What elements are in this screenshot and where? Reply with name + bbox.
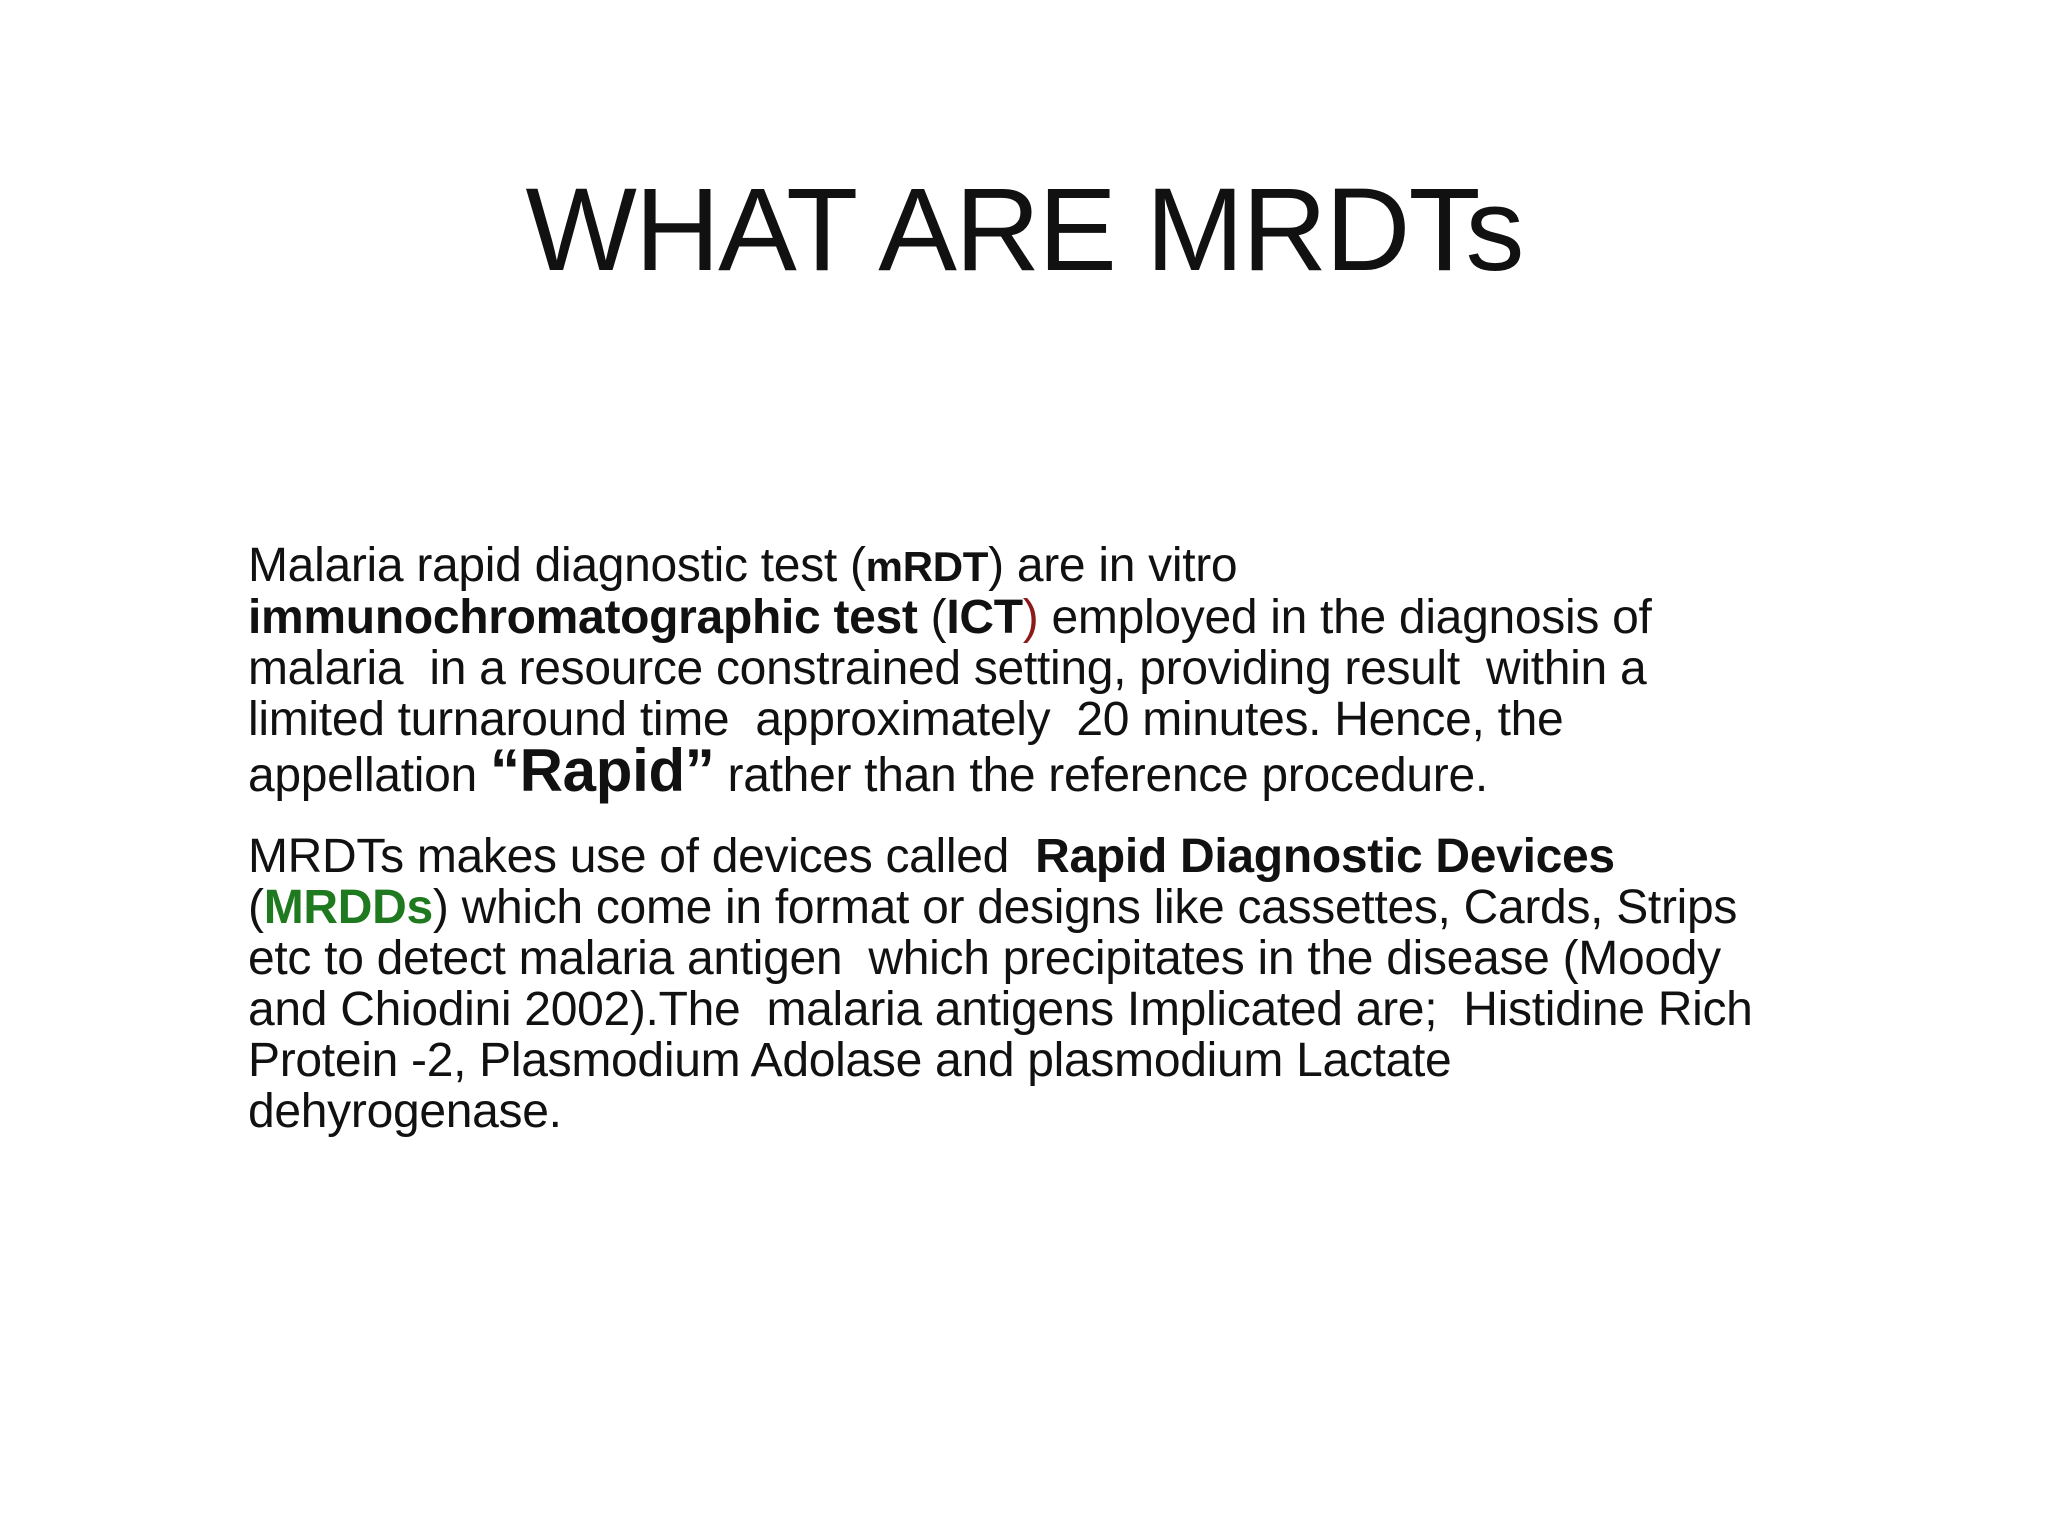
text-line bbox=[248, 831, 2008, 882]
text-line bbox=[248, 540, 2008, 592]
term-rapid-diagnostic-devices: Rapid Diagnostic Devices bbox=[1035, 830, 1615, 883]
acronym-mrdt: mRDT bbox=[865, 543, 989, 590]
acronym-ict: ICT bbox=[946, 591, 1023, 644]
text-run: ) are in vitro bbox=[988, 539, 1238, 592]
paragraph-devices bbox=[248, 831, 2008, 1137]
text-line: Protein -2, Plasmodium Adolase and plasmodium Lactate bbox=[248, 1034, 1452, 1087]
slide-body bbox=[248, 540, 2008, 1167]
slide-title: WHAT ARE MRDTs bbox=[525, 164, 1523, 296]
text-run: appellation bbox=[248, 749, 490, 802]
text-run: Malaria rapid diagnostic test ( bbox=[248, 539, 866, 592]
term-immunochromatographic-test: immunochromatographic test bbox=[248, 591, 918, 644]
term-rapid: “Rapid” bbox=[489, 737, 715, 804]
text-line: limited turnaround time approximately 20 minutes. Hence, the bbox=[248, 693, 1564, 746]
text-run: employed in the diagnosis of bbox=[1038, 591, 1652, 644]
text-run: ( bbox=[917, 591, 947, 644]
text-line: malaria in a resource constrained setting, providing result within a bbox=[248, 642, 1647, 695]
text-line: etc to detect malaria antigen which precipitates in the disease (Moody bbox=[248, 932, 1721, 985]
text-line: dehyrogenase. bbox=[248, 1085, 562, 1138]
text-run: MRDTs makes use of devices called bbox=[248, 830, 1036, 883]
text-line bbox=[248, 882, 2008, 933]
paragraph-definition bbox=[248, 539, 2008, 804]
text-run: rather than the reference procedure. bbox=[714, 749, 1488, 802]
text-run: ) bbox=[1022, 591, 1039, 644]
text-line bbox=[248, 592, 2008, 643]
acronym-mrdds: MRDDs bbox=[263, 881, 433, 934]
text-line: and Chiodini 2002).The malaria antigens Implicated are; Histidine Rich bbox=[248, 983, 1753, 1036]
text-line bbox=[248, 737, 2008, 804]
text-run: ) which come in format or designs like cassettes, Cards, Strips bbox=[432, 881, 1738, 934]
text-run: ( bbox=[248, 881, 264, 934]
